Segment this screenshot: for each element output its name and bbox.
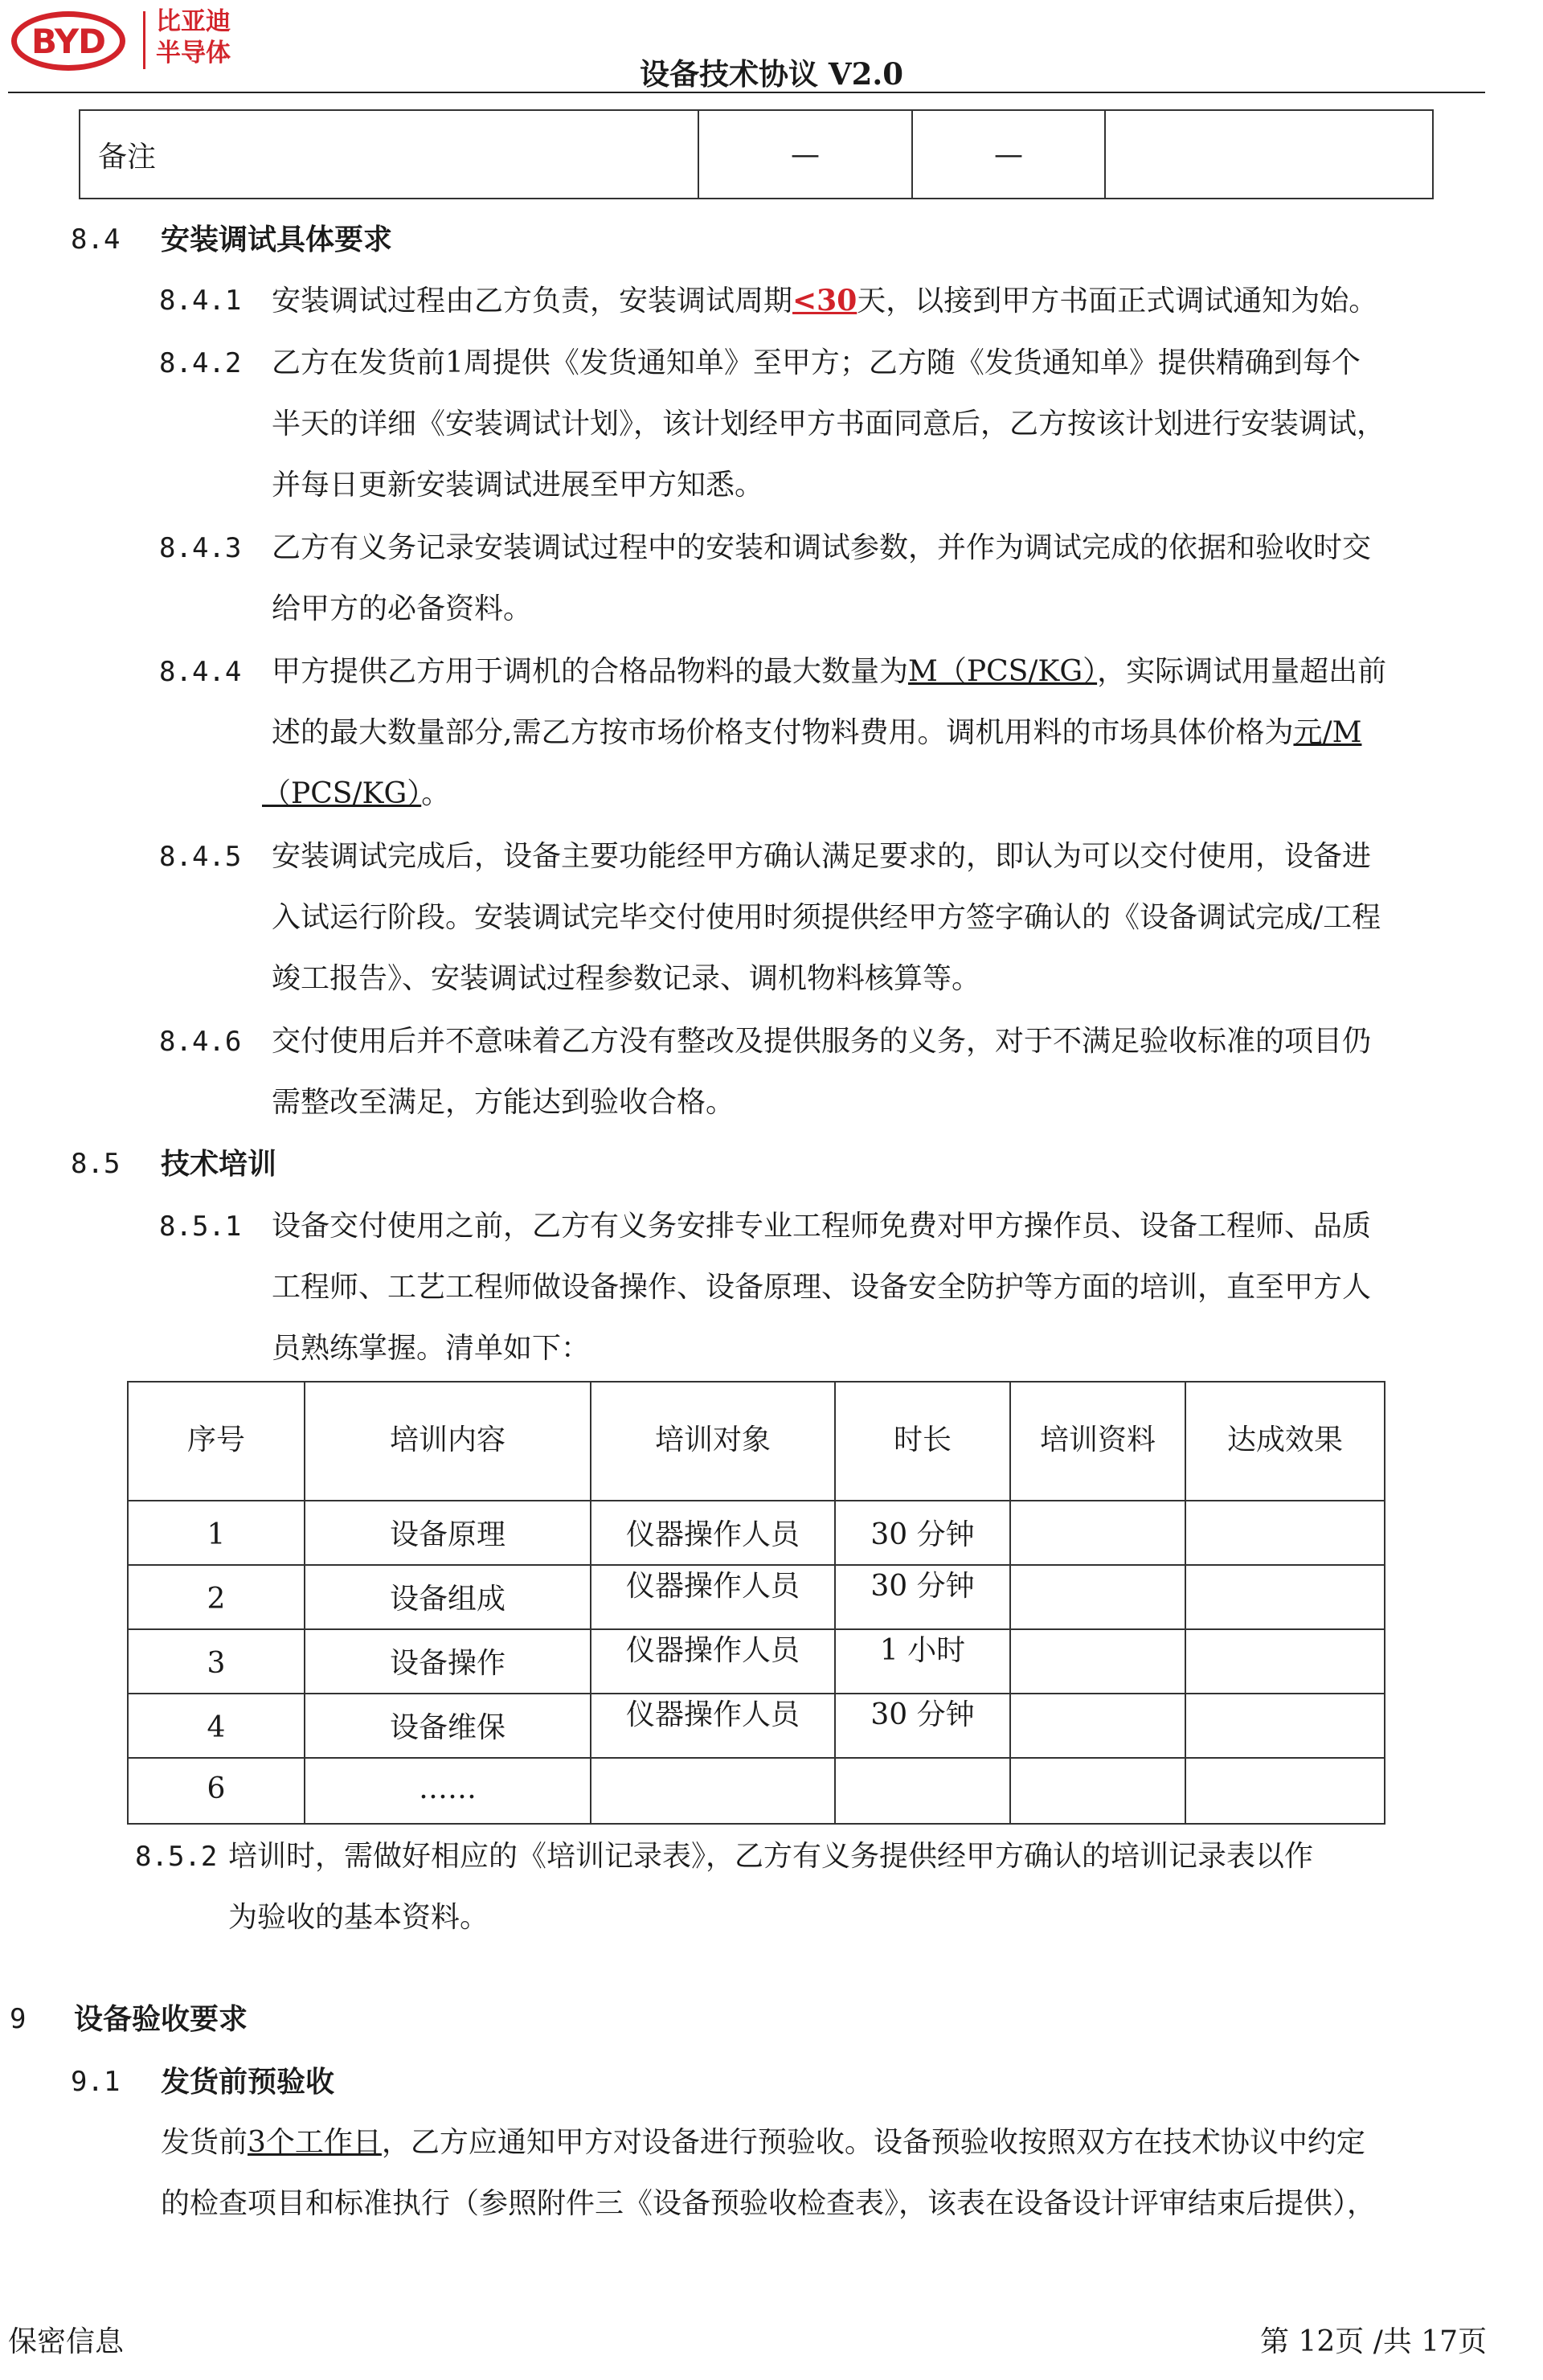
table-cell: 1 小时 xyxy=(879,1634,966,1667)
remarks-row-table xyxy=(79,109,1434,199)
table-cell: 30 分钟 xyxy=(870,1698,975,1731)
section-number: 9 xyxy=(10,2003,27,2035)
item-text: 工程师、工艺工程师做设备操作、设备原理、设备安全防护等方面的培训，直至甲方人 xyxy=(272,1271,1372,1304)
item-text: 竣工报告》、安装调试过程参数记录、调机物料核算等。 xyxy=(272,962,981,995)
column-header: 达成效果 xyxy=(1226,1423,1343,1456)
item-text: 安装调试完成后，设备主要功能经甲方确认满足要求的，即认为可以交付使用，设备进 xyxy=(272,840,1372,873)
text-span: 发货前 xyxy=(161,2126,248,2159)
section-title: 设备验收要求 xyxy=(74,2002,248,2036)
remarks-col3: — xyxy=(994,137,1023,171)
item-text: 需整改至满足，方能达到验收合格。 xyxy=(272,1086,735,1119)
item-text: 乙方在发货前1周提供《发货通知单》至甲方；乙方随《发货通知单》提供精确到每个 xyxy=(272,346,1361,379)
section-number: 9.1 xyxy=(71,2066,121,2098)
item-number: 8.5.1 xyxy=(159,1210,242,1243)
page-indicator: 第 12页 /共 17页 xyxy=(1260,2325,1488,2358)
table-rule xyxy=(129,1757,1384,1759)
table-rule xyxy=(129,1564,1384,1566)
item-text: 并每日更新安装调试进展至甲方知悉。 xyxy=(272,469,764,502)
text-span: 安装调试过程由乙方负责，安装调试周期 xyxy=(272,285,793,317)
item-text: 培训时，需做好相应的《培训记录表》，乙方有义务提供经甲方确认的培训记录表以作 xyxy=(228,1840,1314,1873)
item-text: 员熟练掌握。清单如下： xyxy=(272,1332,591,1365)
text-span: 甲方提供乙方用于调机的合格品物料的最大数量为 xyxy=(272,655,909,688)
text-span: ，实际调试用量超出前 xyxy=(1097,655,1387,688)
table-cell: 2 xyxy=(207,1583,226,1616)
table-cell: 30 分钟 xyxy=(870,1570,975,1603)
table-cell: 3 xyxy=(207,1647,226,1680)
table-cell: 设备维保 xyxy=(389,1711,505,1744)
item-number: 8.4.4 xyxy=(159,656,242,688)
item-text xyxy=(272,653,1386,691)
underlined-value: 3个工作日 xyxy=(248,2126,382,2159)
logo-text: BYD xyxy=(31,21,105,61)
column-header: 培训对象 xyxy=(654,1423,771,1456)
column-header: 序号 xyxy=(186,1423,245,1456)
column-header: 培训内容 xyxy=(389,1423,505,1456)
section-title: 安装调试具体要求 xyxy=(161,223,393,256)
item-number: 8.4.3 xyxy=(159,532,242,564)
remarks-col2: — xyxy=(791,137,820,171)
item-text xyxy=(272,281,1377,321)
table-cell: 仪器操作人员 xyxy=(625,1518,800,1551)
table-cell: 30 分钟 xyxy=(870,1518,975,1551)
underlined-value: （PCS/KG） xyxy=(262,777,422,810)
table-rule xyxy=(129,1628,1384,1630)
document-title: 设备技术协议 V2.0 xyxy=(640,56,903,92)
paragraph-text: 的检查项目和标准执行（参照附件三《设备预验收检查表》，该表在设备设计评审结束后提供）， xyxy=(161,2187,1377,2220)
text-span: 。 xyxy=(421,777,451,810)
item-text: 为验收的基本资料。 xyxy=(228,1901,489,1934)
table-cell: 1 xyxy=(207,1518,226,1551)
table-cell: 仪器操作人员 xyxy=(625,1634,800,1667)
table-cell: 6 xyxy=(207,1772,226,1805)
item-number: 8.4.2 xyxy=(159,347,242,379)
item-number: 8.4.1 xyxy=(159,285,242,317)
section-title: 发货前预验收 xyxy=(161,2065,335,2099)
remarks-col4 xyxy=(1106,111,1432,198)
table-cell: …… xyxy=(419,1772,477,1805)
table-cell: 仪器操作人员 xyxy=(625,1698,800,1731)
confidential-label: 保密信息 xyxy=(8,2325,125,2358)
column-header: 时长 xyxy=(893,1423,952,1456)
paragraph-text xyxy=(161,2124,1365,2162)
item-number: 8.4.5 xyxy=(159,841,242,873)
text-span: 述的最大数量部分,需乙方按市场价格支付物料费用。调机用料的市场具体价格为 xyxy=(272,716,1294,749)
item-text: 给甲方的必备资料。 xyxy=(272,592,533,625)
table-cell: 设备组成 xyxy=(389,1583,505,1616)
table-rule xyxy=(129,1693,1384,1694)
table-cell: 仪器操作人员 xyxy=(625,1570,800,1603)
text-span: 天，以接到甲方书面正式调试通知为始。 xyxy=(857,285,1378,317)
item-text: 乙方有义务记录安装调试过程中的安装和调试参数，并作为调试完成的依据和验收时交 xyxy=(272,531,1372,564)
item-number: 8.4.6 xyxy=(159,1026,242,1058)
remarks-label: 备注 xyxy=(98,140,157,174)
table-cell: 设备原理 xyxy=(389,1518,505,1551)
training-table xyxy=(127,1381,1385,1825)
text-span: ，乙方应通知甲方对设备进行预验收。设备预验收按照双方在技术协议中约定 xyxy=(381,2126,1365,2159)
table-cell: 4 xyxy=(207,1711,226,1744)
company-name: 比亚迪 半导体 xyxy=(156,7,231,68)
item-number: 8.5.2 xyxy=(135,1841,218,1873)
item-text: 交付使用后并不意味着乙方没有整改及提供服务的义务，对于不满足验收标准的项目仍 xyxy=(272,1025,1372,1058)
column-header: 培训资料 xyxy=(1039,1423,1156,1456)
underlined-value: 元/M xyxy=(1293,716,1362,749)
table-cell: 设备操作 xyxy=(389,1647,505,1680)
section-number: 8.5 xyxy=(71,1148,121,1180)
section-number: 8.4 xyxy=(71,223,121,256)
item-text xyxy=(262,775,450,813)
item-text xyxy=(272,714,1361,752)
item-text: 设备交付使用之前，乙方有义务安排专业工程师免费对甲方操作员、设备工程师、品质 xyxy=(272,1210,1372,1243)
item-text: 入试运行阶段。安装调试完毕交付使用时须提供经甲方签字确认的《设备调试完成/工程 xyxy=(272,901,1381,934)
underlined-value: M（PCS/KG） xyxy=(908,655,1098,688)
item-text: 半天的详细《安装调试计划》，该计划经甲方书面同意后，乙方按该计划进行安装调试， xyxy=(272,408,1386,440)
period-value: <30 xyxy=(792,284,857,317)
header-rule xyxy=(8,92,1485,93)
section-title: 技术培训 xyxy=(161,1147,277,1181)
table-rule xyxy=(129,1500,1384,1501)
